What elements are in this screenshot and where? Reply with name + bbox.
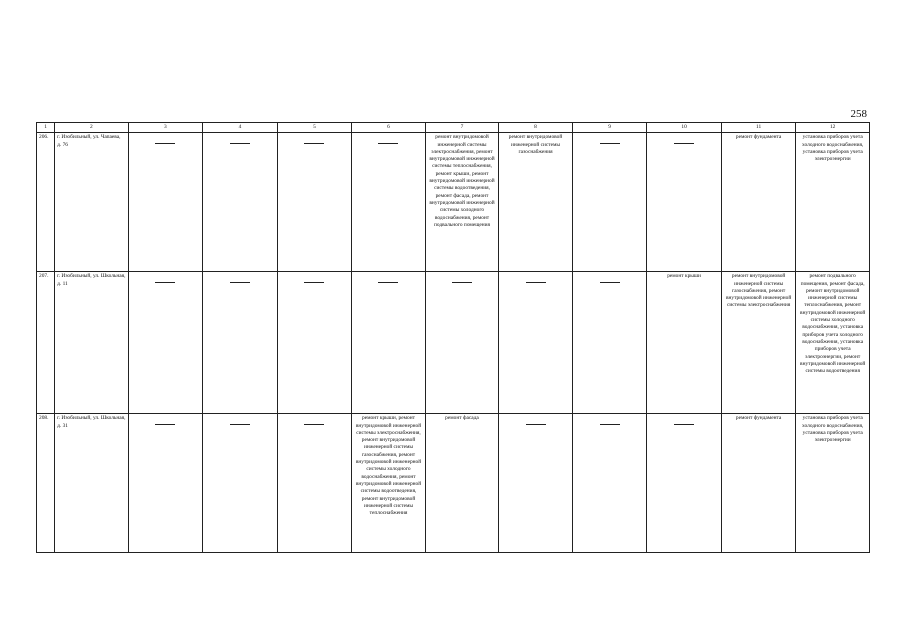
column-number-row bbox=[37, 123, 870, 133]
column-header: 7 bbox=[425, 123, 499, 133]
dash-mark bbox=[304, 143, 324, 144]
table-row bbox=[37, 414, 870, 553]
column-header: 4 bbox=[203, 123, 278, 133]
work-cell: установка приборов учета холодного водоснабжения, установка приборов учета электроэнергии bbox=[796, 133, 870, 272]
work-cell: ремонт подвального помещения, ремонт фасада, ремонт внутридомовой инженерной системы теплоснабжения, ремонт внутридомовой инженерной системы холодного водоснабжения, установка приборов учета холодного водоснабжения, установка приборов учета электроэнергии, ремонт внутридомовой инженерной системы водоотведения bbox=[796, 272, 870, 414]
table-row bbox=[37, 272, 870, 414]
column-header: 8 bbox=[499, 123, 573, 133]
work-cell: установка приборов учета холодного водоснабжения, установка приборов учета электроэнергии bbox=[796, 414, 870, 553]
empty-cell bbox=[203, 133, 278, 272]
dash-mark bbox=[230, 143, 250, 144]
table-row bbox=[37, 133, 870, 272]
column-header: 10 bbox=[647, 123, 722, 133]
dash-mark bbox=[230, 282, 250, 283]
row-number: 206. bbox=[37, 133, 55, 272]
empty-cell bbox=[425, 272, 499, 414]
work-cell: ремонт внутридомовой инженерной системы газоснабжения bbox=[499, 133, 573, 272]
row-number: 208. bbox=[37, 414, 55, 553]
empty-cell bbox=[647, 414, 722, 553]
empty-cell bbox=[128, 133, 203, 272]
empty-cell bbox=[203, 414, 278, 553]
dash-mark bbox=[155, 424, 175, 425]
column-header: 11 bbox=[721, 123, 796, 133]
empty-cell bbox=[128, 272, 203, 414]
dash-mark bbox=[155, 282, 175, 283]
empty-cell bbox=[277, 414, 352, 553]
dash-mark bbox=[304, 282, 324, 283]
work-cell: ремонт фундамента bbox=[721, 414, 796, 553]
dash-mark bbox=[378, 282, 398, 283]
address-cell: г. Изобильный, ул. Чапаева, д. 76 bbox=[55, 133, 129, 272]
dash-mark bbox=[452, 282, 472, 283]
dash-mark bbox=[230, 424, 250, 425]
empty-cell bbox=[572, 414, 647, 553]
column-header: 2 bbox=[55, 123, 129, 133]
work-cell: ремонт крыши, ремонт внутридомовой инженерной системы электроснабжения, ремонт внутридомовой инженерной системы газоснабжения, ремонт внутридомовой инженерной системы холодного водоснабжения, ремонт внутридомовой инженерной системы водоотведения, ремонт внутридомовой инженерной системы теплоснабжения bbox=[352, 414, 426, 553]
dash-mark bbox=[600, 282, 620, 283]
work-cell: ремонт внутридомовой инженерной системы газоснабжения, ремонт внутридомовой инженерной системы электроснабжения bbox=[721, 272, 796, 414]
column-header: 9 bbox=[572, 123, 647, 133]
empty-cell bbox=[572, 272, 647, 414]
dash-mark bbox=[526, 424, 546, 425]
work-cell: ремонт фундамента bbox=[721, 133, 796, 272]
row-number: 207. bbox=[37, 272, 55, 414]
dash-mark bbox=[526, 282, 546, 283]
dash-mark bbox=[674, 424, 694, 425]
empty-cell bbox=[647, 133, 722, 272]
address-cell: г. Изобильный, ул. Школьная, д. 31 bbox=[55, 414, 129, 553]
empty-cell bbox=[128, 414, 203, 553]
dash-mark bbox=[600, 424, 620, 425]
empty-cell bbox=[572, 133, 647, 272]
dash-mark bbox=[674, 143, 694, 144]
empty-cell bbox=[499, 414, 573, 553]
empty-cell bbox=[352, 272, 426, 414]
column-header: 1 bbox=[37, 123, 55, 133]
work-cell: ремонт фасада bbox=[425, 414, 499, 553]
work-schedule-table bbox=[36, 122, 870, 553]
dash-mark bbox=[378, 143, 398, 144]
empty-cell bbox=[352, 133, 426, 272]
empty-cell bbox=[203, 272, 278, 414]
work-cell: ремонт крыши bbox=[647, 272, 722, 414]
column-header: 5 bbox=[277, 123, 352, 133]
column-header: 12 bbox=[796, 123, 870, 133]
empty-cell bbox=[499, 272, 573, 414]
dash-mark bbox=[304, 424, 324, 425]
empty-cell bbox=[277, 272, 352, 414]
work-cell: ремонт внутридомовой инженерной системы электроснабжения, ремонт внутридомовой инженерной системы теплоснабжения, ремонт крыши, ремонт внутридомовой инженерной системы водоотведения, ремонт фасада, ремонт внутридомовой инженерной системы холодного водоснабжения, ремонт подвального помещения bbox=[425, 133, 499, 272]
address-cell: г. Изобильный, ул. Школьная, д. 11 bbox=[55, 272, 129, 414]
page-number: 258 bbox=[850, 108, 867, 120]
dash-mark bbox=[600, 143, 620, 144]
empty-cell bbox=[277, 133, 352, 272]
column-header: 6 bbox=[352, 123, 426, 133]
column-header: 3 bbox=[128, 123, 203, 133]
dash-mark bbox=[155, 143, 175, 144]
